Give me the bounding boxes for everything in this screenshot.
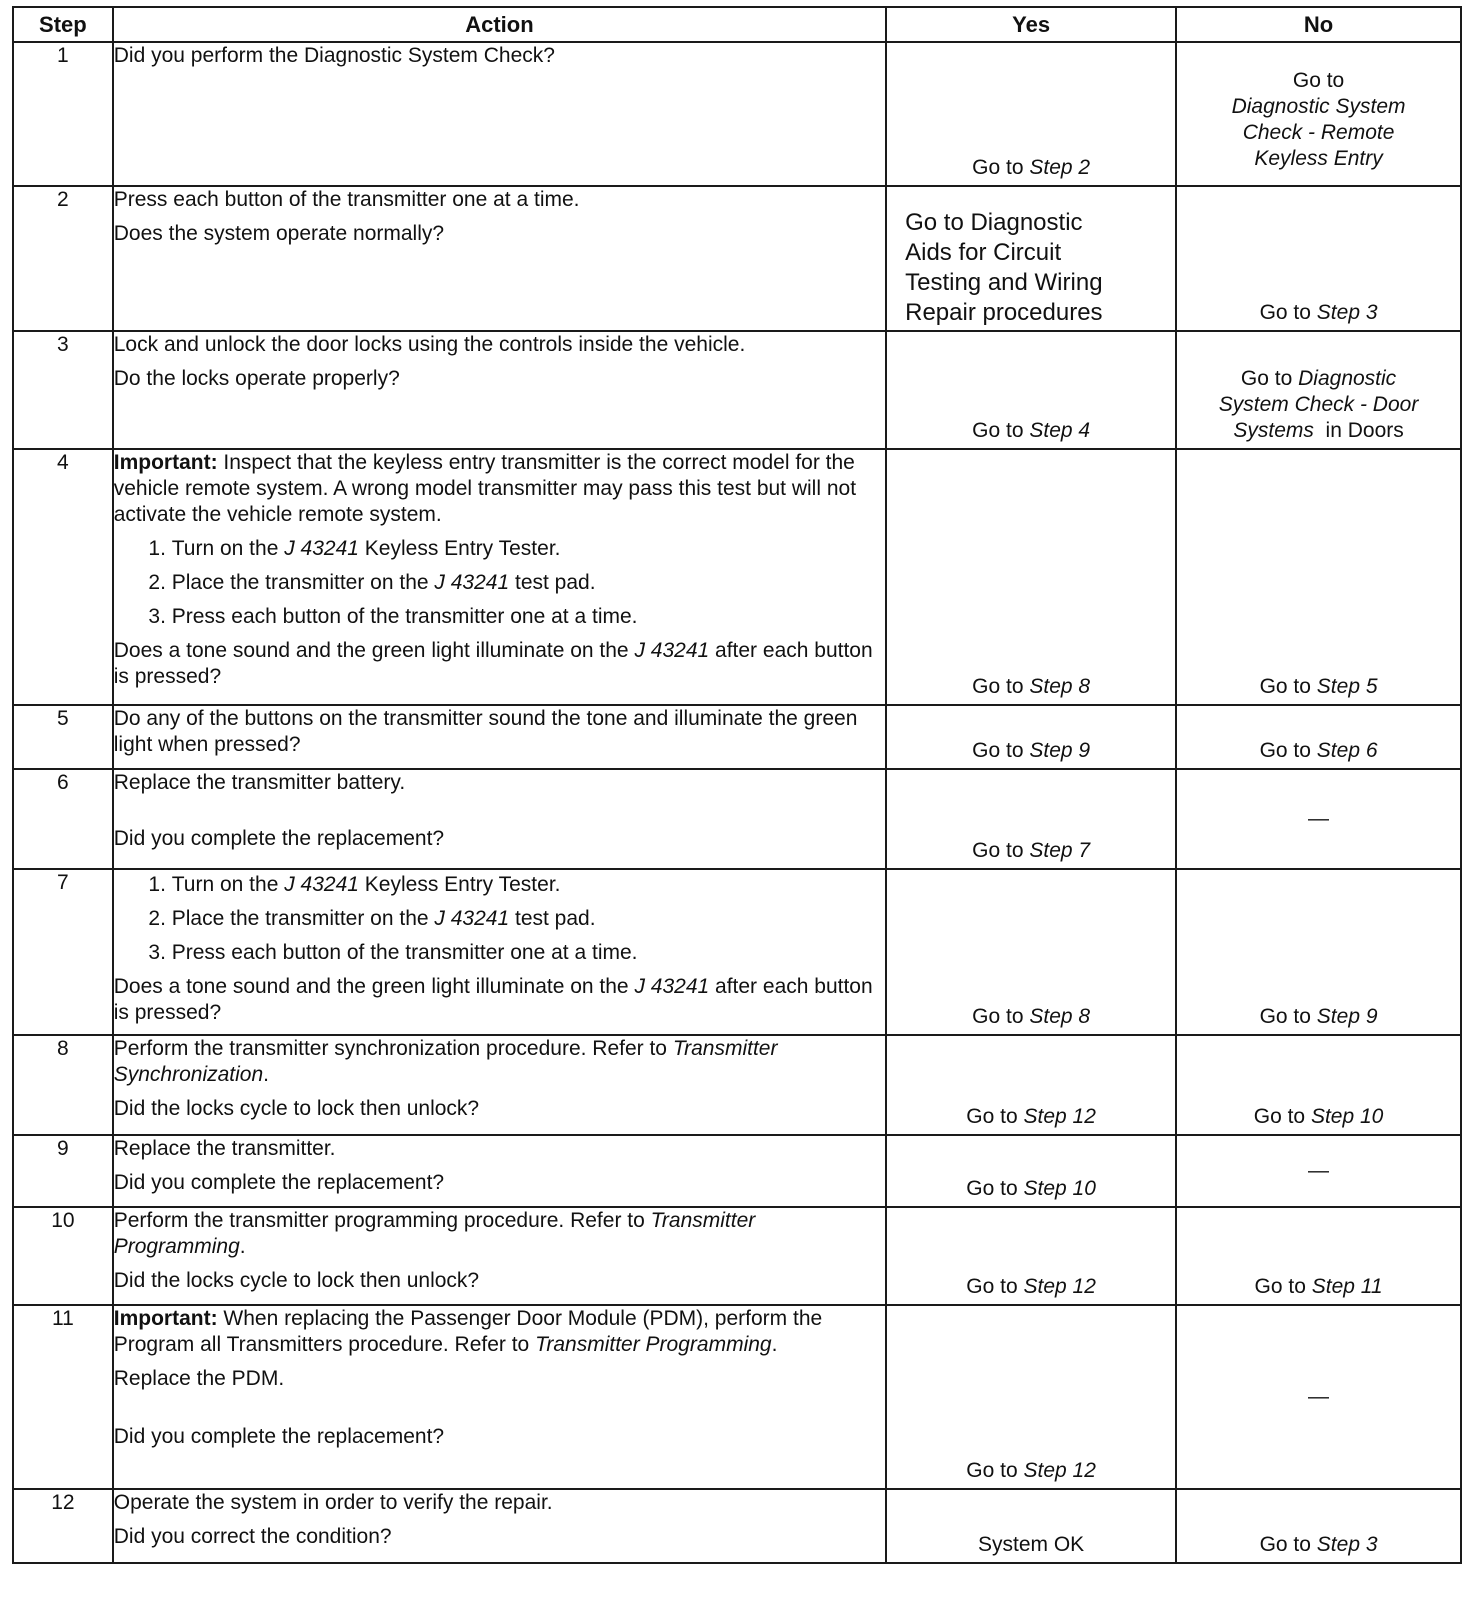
action-cell (113, 42, 886, 186)
action-text: Perform the transmitter synchronization procedure. Refer to Transmitter Synchronization. (113, 1037, 778, 1086)
step-number: 1 (13, 42, 113, 186)
action-cell (113, 705, 886, 769)
yes-cell (886, 331, 1176, 449)
yes-cell (886, 1035, 1176, 1135)
action-text: Operate the system in order to verify the repair. (113, 1491, 553, 1514)
action-question: Did you complete the replacement? (113, 1171, 445, 1194)
no-cell (1176, 449, 1461, 705)
no-outcome: — (1308, 807, 1330, 830)
table-row (13, 869, 1461, 1035)
action-text: Perform the transmitter programming procedure. Refer to Transmitter Programming. (113, 1209, 756, 1258)
action-question: Do the locks operate properly? (113, 367, 400, 390)
yes-outcome: Go to Step 12 (966, 1275, 1096, 1298)
action-cell (113, 331, 886, 449)
yes-cell (886, 186, 1176, 331)
action-question: Does a tone sound and the green light illuminate on the J 43241 after each button is pressed? (113, 639, 873, 688)
action-cell (113, 1489, 886, 1563)
yes-cell (886, 705, 1176, 769)
yes-cell (886, 1489, 1176, 1563)
table-row (13, 769, 1461, 869)
yes-outcome: Go to Step 12 (966, 1459, 1096, 1482)
action-text: Lock and unlock the door locks using the controls inside the vehicle. (113, 333, 746, 356)
diagnostic-table (12, 6, 1462, 1564)
yes-outcome: Go to Step 12 (966, 1105, 1096, 1128)
action-text: Replace the transmitter. (113, 1137, 336, 1160)
no-cell (1176, 1207, 1461, 1305)
no-outcome: Go to Step 5 (1259, 675, 1378, 698)
no-cell (1176, 705, 1461, 769)
yes-outcome: Go to Step 9 (972, 739, 1091, 762)
header-step: Step (13, 7, 113, 42)
table-row (13, 1035, 1461, 1135)
no-outcome: Go to Diagnostic System Check - Door Systems in Doors (1218, 367, 1419, 442)
no-cell (1176, 186, 1461, 331)
no-outcome: Go to Step 3 (1259, 301, 1378, 324)
action-cell (113, 769, 886, 869)
action-text: Press each button of the transmitter one at a time. (113, 188, 580, 211)
no-outcome: Go to Step 6 (1259, 739, 1378, 762)
yes-outcome: Go to Step 8 (972, 675, 1091, 698)
yes-outcome: Go to Step 8 (972, 1005, 1091, 1028)
action-cell (113, 449, 886, 705)
list-item: 2. Place the transmitter on the J 43241 test pad. (172, 906, 885, 932)
step-number: 3 (13, 331, 113, 449)
step-number: 11 (13, 1305, 113, 1489)
step-number: 7 (13, 869, 113, 1035)
no-outcome: — (1308, 1385, 1330, 1408)
yes-cell (886, 449, 1176, 705)
header-action: Action (113, 7, 886, 42)
table-row (13, 1305, 1461, 1489)
yes-outcome: Go to Step 4 (972, 419, 1091, 442)
action-text: Replace the transmitter battery. (113, 771, 406, 794)
no-cell (1176, 331, 1461, 449)
action-question: Does the system operate normally? (113, 222, 445, 245)
procedure-list (114, 536, 885, 630)
table-row (13, 331, 1461, 449)
action-question: Did the locks cycle to lock then unlock? (113, 1097, 480, 1120)
yes-outcome: System OK (978, 1533, 1085, 1556)
no-cell (1176, 769, 1461, 869)
important-note: Important: When replacing the Passenger Door Module (PDM), perform the Program all Transmitters procedure. Refer to Transmitter Programming. (113, 1307, 823, 1356)
no-cell (1176, 42, 1461, 186)
list-item: 2. Place the transmitter on the J 43241 test pad. (172, 570, 885, 596)
header-yes: Yes (886, 7, 1176, 42)
important-note: Important: Inspect that the keyless entry transmitter is the correct model for the vehicle remote system. A wrong model transmitter may pass this test but will not activate the vehicle remote system. (113, 451, 857, 526)
table-row (13, 705, 1461, 769)
no-outcome: Go to Diagnostic System Check - Remote Keyless Entry (1231, 68, 1406, 170)
step-number: 6 (13, 769, 113, 869)
step-number: 5 (13, 705, 113, 769)
table-row (13, 1135, 1461, 1207)
action-text: Replace the PDM. (113, 1367, 285, 1390)
list-item: 1. Turn on the J 43241 Keyless Entry Tester. (172, 872, 885, 898)
action-cell (113, 869, 886, 1035)
table-row (13, 449, 1461, 705)
action-question: Did the locks cycle to lock then unlock? (113, 1269, 480, 1292)
step-number: 2 (13, 186, 113, 331)
yes-cell (886, 42, 1176, 186)
step-number: 8 (13, 1035, 113, 1135)
no-cell (1176, 869, 1461, 1035)
action-cell (113, 1035, 886, 1135)
list-item: 1. Turn on the J 43241 Keyless Entry Tester. (172, 536, 885, 562)
no-outcome: — (1308, 1159, 1330, 1182)
yes-cell (886, 1207, 1176, 1305)
header-no: No (1176, 7, 1461, 42)
yes-outcome: Go to Step 10 (966, 1177, 1096, 1200)
table-row (13, 42, 1461, 186)
yes-outcome: Go to Step 2 (972, 156, 1091, 179)
no-outcome: Go to Step 9 (1259, 1005, 1378, 1028)
no-outcome: Go to Step 11 (1254, 1275, 1383, 1298)
no-cell (1176, 1305, 1461, 1489)
no-outcome: Go to Step 10 (1253, 1105, 1384, 1128)
no-cell (1176, 1489, 1461, 1563)
action-question: Did you perform the Diagnostic System Check? (113, 44, 555, 67)
no-outcome: Go to Step 3 (1259, 1533, 1378, 1556)
action-cell (113, 186, 886, 331)
yes-outcome: Go to Diagnostic Aids for Circuit Testing and Wiring Repair procedures (905, 209, 1103, 326)
yes-cell (886, 1305, 1176, 1489)
table-row (13, 1207, 1461, 1305)
table-row (13, 1489, 1461, 1563)
step-number: 9 (13, 1135, 113, 1207)
table-row (13, 186, 1461, 331)
action-question: Did you complete the replacement? (113, 827, 445, 850)
yes-cell (886, 1135, 1176, 1207)
yes-outcome: Go to Step 7 (972, 839, 1091, 862)
list-item: 3. Press each button of the transmitter one at a time. (172, 604, 885, 630)
list-item: 3. Press each button of the transmitter one at a time. (172, 940, 885, 966)
no-cell (1176, 1135, 1461, 1207)
no-cell (1176, 1035, 1461, 1135)
action-question: Did you complete the replacement? (113, 1425, 445, 1448)
step-number: 10 (13, 1207, 113, 1305)
header-row (13, 7, 1461, 42)
action-cell (113, 1207, 886, 1305)
yes-cell (886, 769, 1176, 869)
step-number: 12 (13, 1489, 113, 1563)
action-question: Do any of the buttons on the transmitter sound the tone and illuminate the green light when pressed? (113, 707, 858, 756)
step-number: 4 (13, 449, 113, 705)
procedure-list (114, 872, 885, 966)
action-question: Does a tone sound and the green light illuminate on the J 43241 after each button is pressed? (113, 975, 873, 1024)
yes-cell (886, 869, 1176, 1035)
action-cell (113, 1305, 886, 1489)
action-cell (113, 1135, 886, 1207)
action-question: Did you correct the condition? (113, 1525, 392, 1548)
